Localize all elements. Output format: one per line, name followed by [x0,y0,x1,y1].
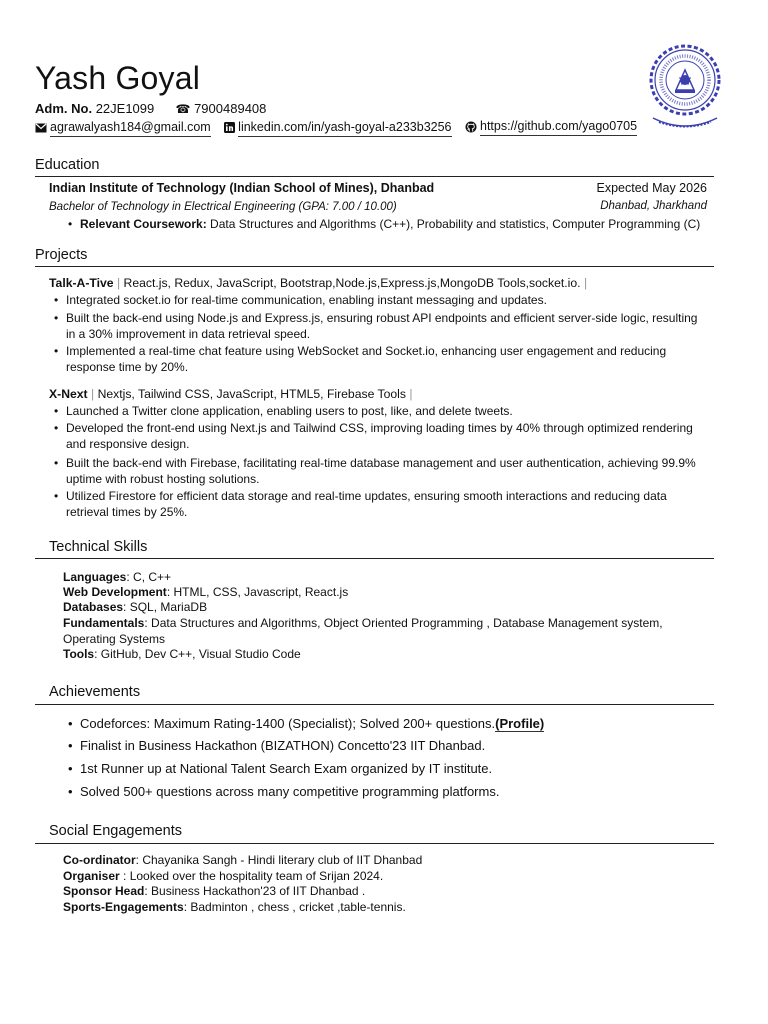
skill-row [63,570,703,586]
social-row [63,884,703,900]
section-title-achievements: Achievements [49,684,141,700]
list-item: • Launched a Twitter clone application, enabling users to post, like, and delete tweets. [66,404,706,420]
institute-name: Indian Institute of Technology (Indian School of Mines), Dhanbad [49,181,435,195]
linkedin-icon [224,122,235,133]
list-item: • Integrated socket.io for real-time communication, enabling instant messaging and updates. [66,293,706,309]
section-divider [35,176,714,177]
list-item: • Finalist in Business Hackathon (BIZATHON) Concetto'23 IIT Dhanbad. [80,738,710,754]
section-title-education: Education [35,157,100,173]
skill-label: Web Development [63,585,167,599]
project-tech: React.js, Redux, JavaScript, Bootstrap,Node.js,Express.js,MongoDB Tools,socket.io. [123,276,581,290]
section-title-skills: Technical Skills [49,539,148,555]
phone-icon: ☎ [175,102,191,116]
skill-row [63,585,703,601]
adm-label: Adm. No. [35,101,93,116]
location: Dhanbad, Jharkhand [600,200,707,212]
social-label: Co-ordinator [63,853,136,867]
social-row [63,869,703,885]
skill-row [63,616,703,647]
list-item: • 1st Runner up at National Talent Search Exam organized by IT institute. [80,761,710,777]
skill-row [63,647,703,663]
coursework-text: Data Structures and Algorithms (C++), Probability and statistics, Computer Programming (C) [210,217,701,231]
skill-value: : GitHub, Dev C++, Visual Studio Code [94,647,301,661]
coursework-label: Relevant Coursework: [80,217,207,231]
email-icon [35,123,47,133]
section-divider [35,266,714,267]
section-title-social: Social Engagements [49,823,182,839]
candidate-name: Yash Goyal [35,60,201,96]
social-value: : Looked over the hospitality team of Srijan 2024. [119,869,384,883]
project-tech: Nextjs, Tailwind CSS, JavaScript, HTML5, Firebase Tools [97,387,406,401]
social-value: : Badminton , chess , cricket ,table-tennis. [183,900,406,914]
education-row-1 [49,180,707,196]
social-value: : Chayanika Sangh - Hindi literary club of IIT Dhanbad [135,853,423,867]
adm-number: 22JE1099 [95,101,155,116]
social-label: Organiser [63,869,120,883]
social-row [63,853,703,869]
project-heading: Talk-A-Tive | React.js, Redux, JavaScript, Bootstrap,Node.js,Express.js,MongoDB Tools,socket.io. | [49,276,588,290]
phone-number[interactable]: 7900489408 [194,101,267,116]
section-divider [35,843,714,844]
project-heading: X-Next | Nextjs, Tailwind CSS, JavaScript, HTML5, Firebase Tools | [49,387,413,401]
skill-value: : Data Structures and Algorithms, Object Oriented Programming , Database Management system, Operating Systems [63,616,663,646]
skill-value: : HTML, CSS, Javascript, React.js [166,585,349,599]
list-item: • Developed the front-end using Next.js and Tailwind CSS, improving loading times by 40% through optimized rendering and responsive design. [66,421,706,452]
social-label: Sports-Engagements [63,900,184,914]
skill-value: : C, C++ [126,570,172,584]
list-item: • Built the back-end with Firebase, facilitating real-time database management and user authentication, achieving 99.9% uptime with robust hosting solutions. [66,456,706,487]
institute-seal-icon [647,42,723,132]
list-item: • Utilized Firestore for efficient data storage and real-time updates, ensuring smooth interactions and reducing data retrieval times by 25%. [66,489,706,520]
list-item: • Implemented a real-time chat feature using WebSocket and Socket.io, enhancing user engagement and reducing response time by 20%. [66,344,706,375]
list-item: • Solved 500+ questions across many competitive programming platforms. [80,784,710,800]
list-item: • Built the back-end using Node.js and Express.js, ensuring robust API endpoints and efficient server-side logic, resulting in a 30% improvement in data retrieval speed. [66,311,706,342]
project-title: Talk-A-Tive [49,276,114,290]
degree: Bachelor of Technology in Electrical Engineering (GPA: 7.00 / 10.00) [49,201,397,213]
skill-label: Tools [63,647,95,661]
section-title-projects: Projects [35,247,88,263]
project-title: X-Next [49,387,88,401]
skill-row [63,600,703,616]
skill-label: Languages [63,570,127,584]
achievement-text: Codeforces: Maximum Rating-1400 (Specialist); Solved 200+ questions. [80,716,496,731]
github-icon [465,121,477,133]
social-label: Sponsor Head [63,884,145,898]
github-link[interactable]: https://github.com/yago0705 [480,118,637,136]
section-divider [35,558,714,559]
linkedin-link[interactable]: linkedin.com/in/yash-goyal-a233b3256 [238,119,451,137]
skill-value: : SQL, MariaDB [123,600,208,614]
education-row-2 [49,198,707,215]
profile-link[interactable]: (Profile) [495,716,545,731]
list-item [80,716,710,732]
graduation-date: Expected May 2026 [596,181,707,195]
section-divider [35,704,714,705]
social-row [63,900,703,916]
contact-line-2 [35,118,647,137]
skill-label: Fundamentals [63,616,145,630]
skill-label: Databases [63,600,124,614]
contact-line-1 [35,101,266,117]
coursework-item [80,217,710,233]
email-link[interactable]: agrawalyash184@gmail.com [50,119,211,137]
social-value: : Business Hackathon'23 of IIT Dhanbad . [144,884,366,898]
